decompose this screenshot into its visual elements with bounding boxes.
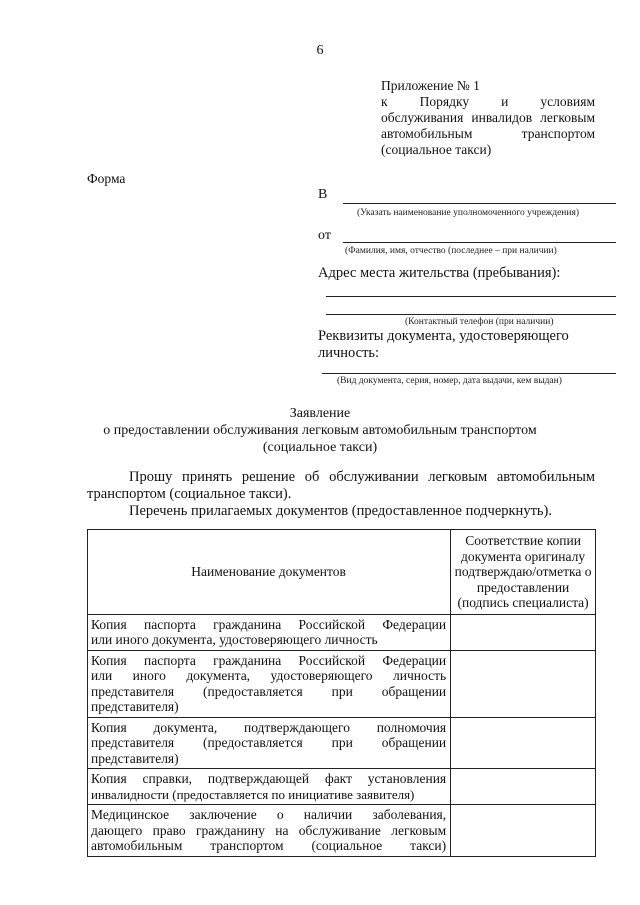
documents-list-intro: Перечень прилагаемых документов (предоставленное подчеркнуть).	[129, 503, 552, 519]
statement-subtitle: о предоставлении обслуживания легковым автомобильным транспортом	[103, 423, 537, 438]
institution-caption: (Указать наименование уполномоченного учреждения)	[357, 208, 579, 218]
document-name-cell	[88, 717, 451, 769]
request-line: Прошу принять решение об обслуживании легковым автомобильным	[129, 469, 595, 485]
identity-label	[318, 328, 618, 362]
from-label: от	[318, 228, 331, 243]
identity-label-line: личность:	[318, 345, 380, 361]
document-name-cell	[88, 769, 451, 805]
to-label: В	[318, 187, 328, 202]
appendix-block	[381, 78, 595, 158]
form-label: Форма	[87, 171, 126, 186]
cell-line: представителя)	[91, 699, 179, 714]
appendix-line: обслуживания инвалидов легковым	[381, 110, 595, 125]
appendix-line: автомобильным транспортом	[381, 126, 595, 141]
cell-line: Копия справки, подтверждающей факт установления	[91, 771, 447, 786]
cell-line: или иного документа, удостоверяющего личность	[91, 668, 447, 683]
identity-field-line[interactable]	[322, 373, 616, 374]
full-name-field-line[interactable]	[343, 242, 616, 243]
request-line: транспортом (социальное такси).	[87, 486, 292, 502]
identity-caption: (Вид документа, серия, номер, дата выдачи, кем выдан)	[337, 376, 562, 386]
statement-title: Заявление	[289, 406, 351, 421]
address-label: Адрес места жительства (пребывания):	[318, 265, 561, 281]
cell-line: Копия документа, подтверждающего полномочия	[91, 719, 447, 735]
cell-line: представителя (предоставляется при обращении	[91, 735, 447, 750]
document-name-cell	[88, 805, 451, 857]
verification-cell[interactable]	[451, 769, 596, 805]
table-row	[88, 650, 596, 717]
cell-line: Копия паспорта гражданина Российской Федерации	[91, 616, 447, 632]
statement-subtitle: (социальное такси)	[262, 440, 378, 455]
cell-line: Копия паспорта гражданина Российской Федерации	[91, 652, 447, 668]
documents-table	[87, 529, 596, 857]
table-header-row	[88, 530, 596, 615]
document-name-cell	[88, 614, 451, 650]
appendix-title: Приложение № 1	[381, 78, 480, 93]
document-name-cell	[88, 650, 451, 717]
address-field-line[interactable]	[326, 296, 616, 297]
identity-label-line: Реквизиты документа, удостоверяющего	[318, 328, 569, 344]
table-row	[88, 717, 596, 769]
verification-cell[interactable]	[451, 614, 596, 650]
table-row	[88, 769, 596, 805]
statement-title-block	[0, 405, 640, 456]
verification-cell[interactable]	[451, 717, 596, 769]
request-paragraph	[87, 469, 595, 520]
appendix-line: (социальное такси)	[381, 142, 492, 157]
header-verification: Соответствие копии документа оригиналу подтверждаю/отметка о предоставлении (подпись специалиста)	[451, 530, 596, 615]
cell-line: инвалидности (предоставляется по инициативе заявителя)	[91, 786, 415, 802]
phone-field-line[interactable]	[326, 314, 616, 315]
table-row	[88, 805, 596, 857]
cell-line: представителя)	[91, 750, 179, 766]
cell-line: или иного документа, удостоверяющего личность	[91, 632, 378, 647]
cell-line: дающего право гражданину на обслуживание легковым	[91, 822, 447, 838]
header-document-name: Наименование документов	[88, 530, 451, 615]
appendix-line: к Порядку и условиям	[381, 94, 595, 109]
full-name-caption: (Фамилия, имя, отчество (последнее – при наличии)	[345, 246, 557, 256]
page-number: 6	[316, 43, 324, 58]
verification-cell[interactable]	[451, 650, 596, 717]
cell-line: Медицинское заключение о наличии заболевания,	[91, 807, 447, 822]
verification-cell[interactable]	[451, 805, 596, 857]
table-row	[88, 614, 596, 650]
cell-line: автомобильным транспортом (социальное такси)	[91, 838, 447, 853]
institution-field-line[interactable]	[343, 203, 616, 204]
cell-line: представителя (предоставляется при обращении	[91, 683, 447, 699]
phone-caption: (Контактный телефон (при наличии)	[405, 317, 554, 327]
